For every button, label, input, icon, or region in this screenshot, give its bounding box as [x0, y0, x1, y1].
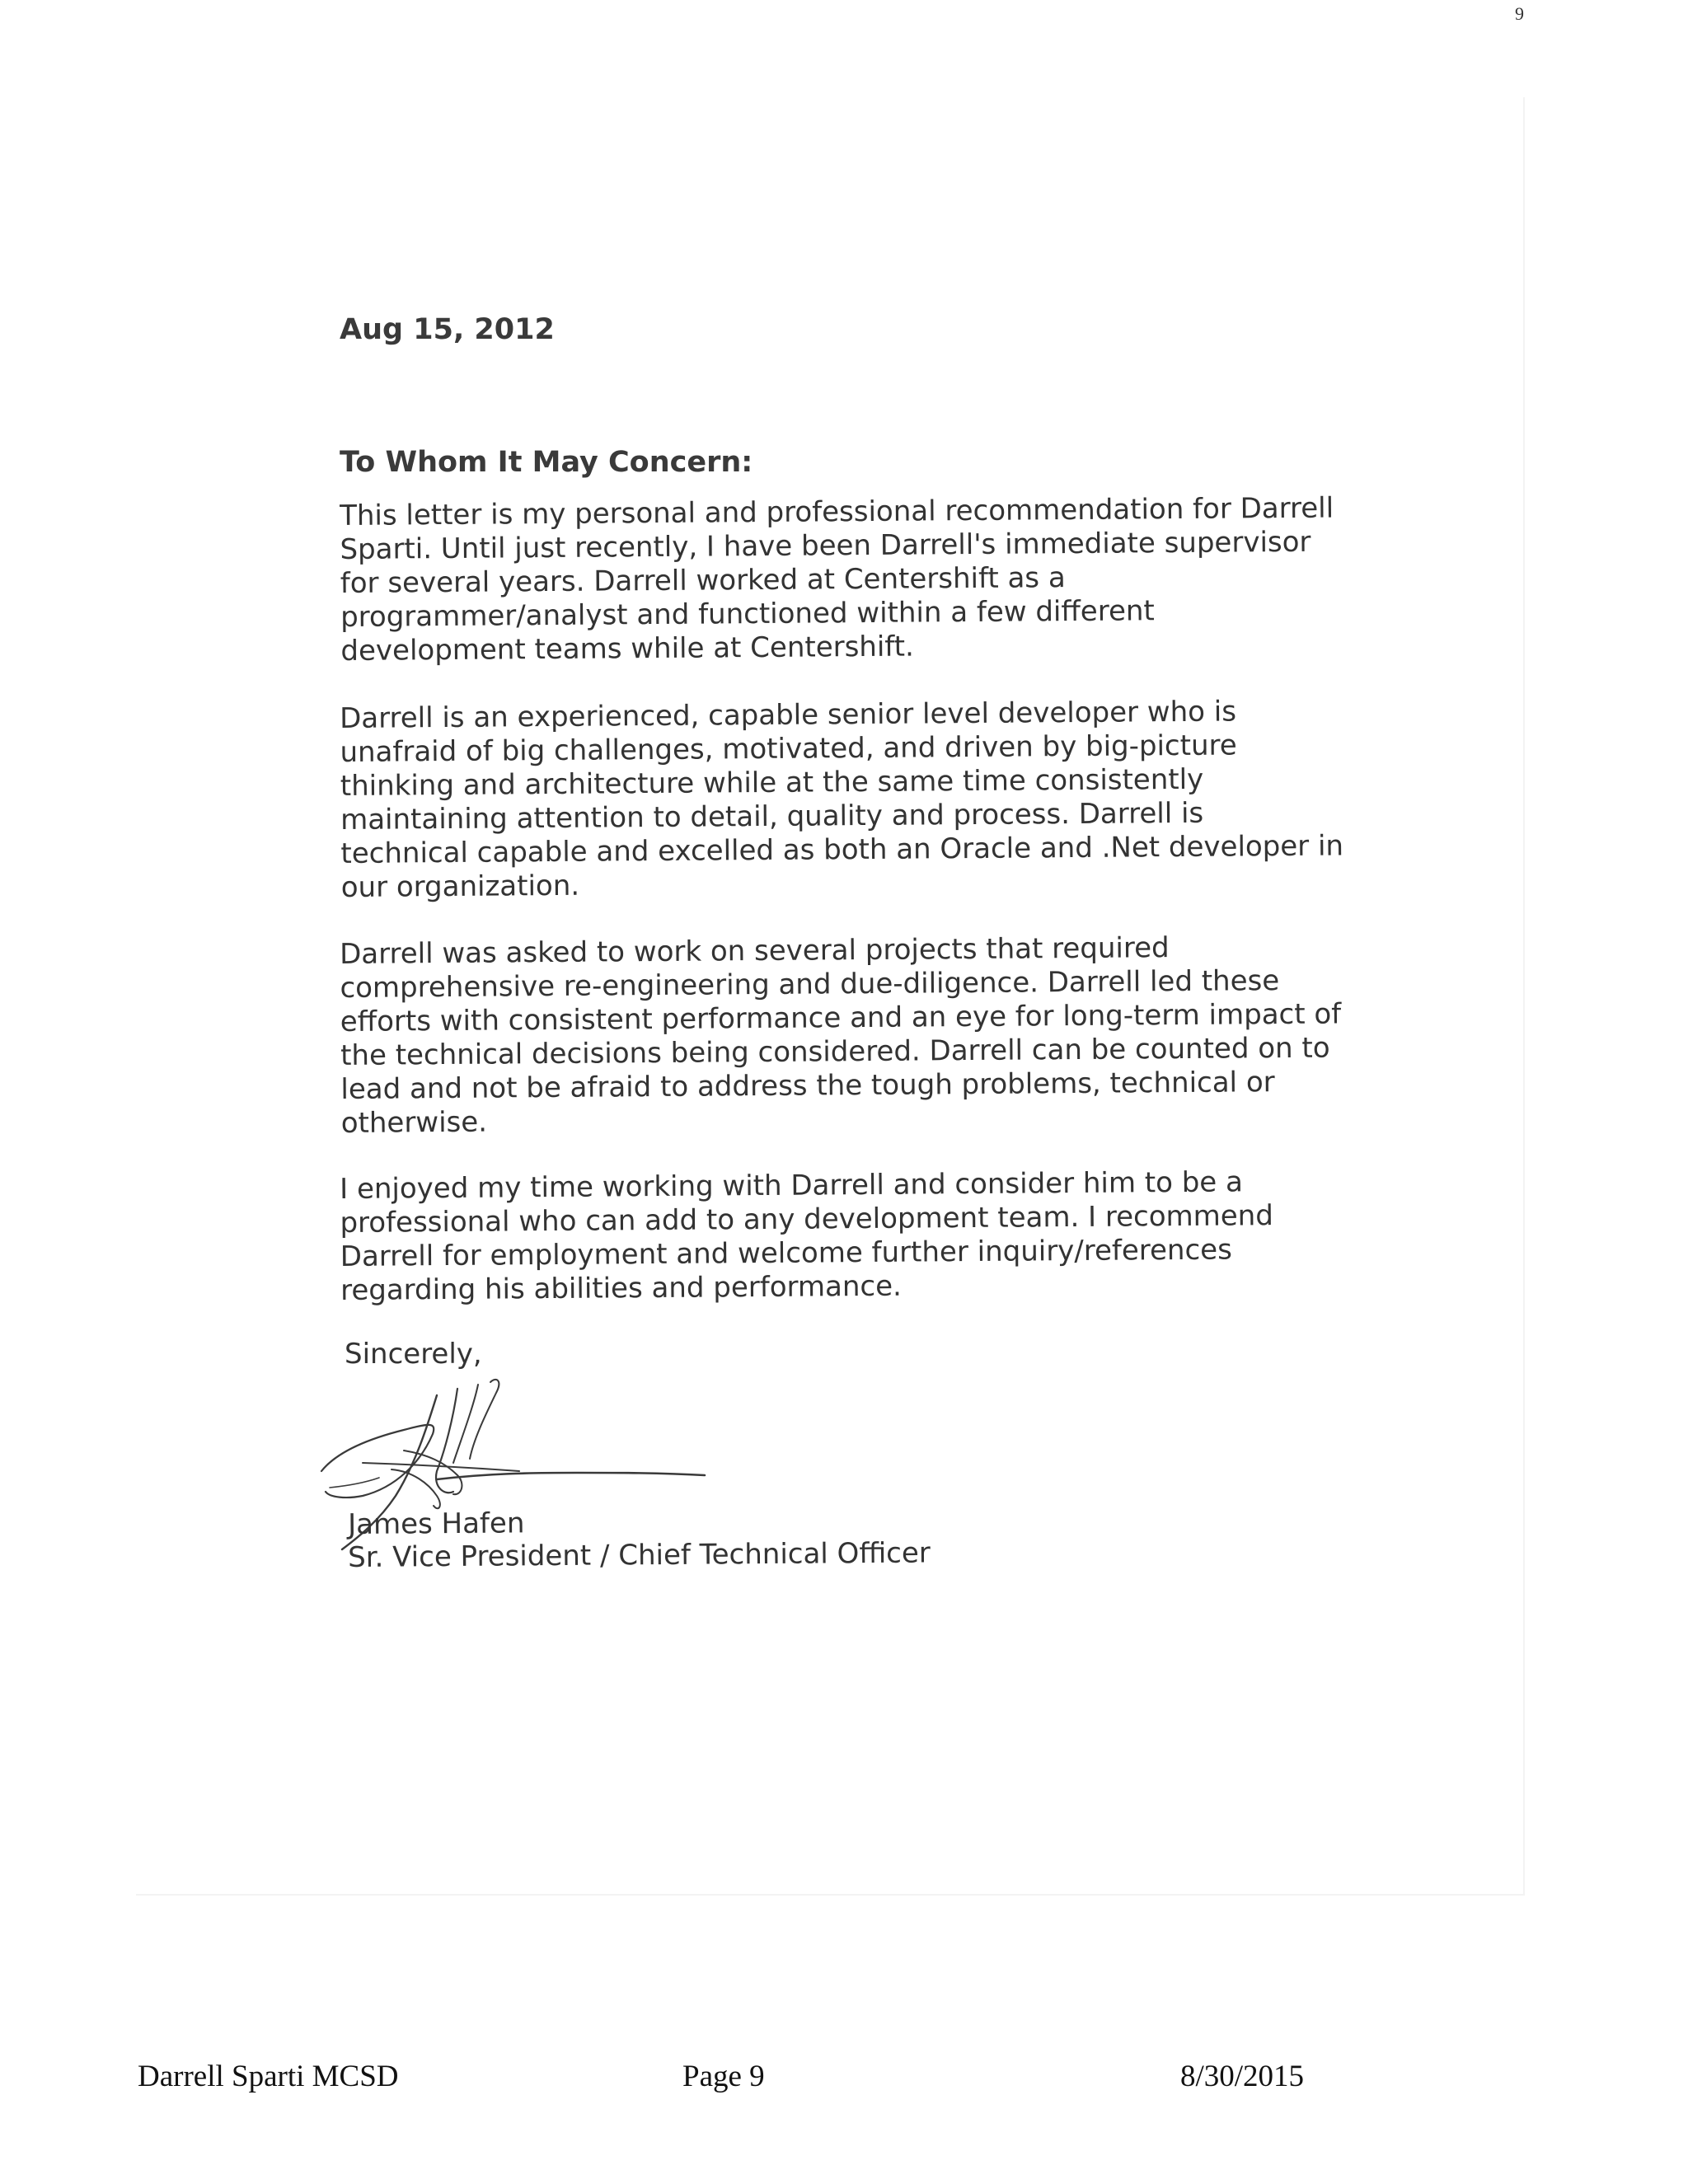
paragraph-line: Darrell for employment and welcome further inquiry/references	[340, 1233, 1233, 1273]
paragraph-line: technical capable and excelled as both an Oracle and .Net developer in	[340, 829, 1344, 870]
paragraph-line: for several years. Darrell worked at Centershift as a	[340, 561, 1066, 600]
letter-paragraph-1	[340, 491, 1372, 668]
paragraph-line: thinking and architecture while at the same time consistently	[340, 762, 1204, 803]
paragraph-line: efforts with consistent performance and an eye for long-term impact of	[340, 997, 1342, 1038]
page-number: 9	[1515, 3, 1524, 24]
paragraph-line: I enjoyed my time working with Darrell and consider him to be a	[340, 1165, 1244, 1206]
signer-title: Sr. Vice President / Chief Technical Officer	[348, 1536, 931, 1574]
paragraph-line: professional who can add to any development team. I recommend	[340, 1199, 1274, 1240]
footer-page: Page 9	[682, 2060, 765, 2093]
letter-date: Aug 15, 2012	[340, 313, 555, 346]
paragraph-line: Sparti. Until just recently, I have been Darrell's immediate supervisor	[340, 525, 1311, 566]
paragraph-line: Darrell was asked to work on several projects that required	[340, 931, 1170, 971]
paragraph-line: programmer/analyst and functioned within a few different	[340, 594, 1155, 634]
letter-salutation: To Whom It May Concern:	[340, 446, 753, 479]
paragraph-line: unafraid of big challenges, motivated, and driven by big-picture	[340, 729, 1237, 769]
paragraph-line: This letter is my personal and professional recommendation for Darrell	[340, 491, 1334, 532]
paragraph-line: lead and not be afraid to address the tough problems, technical or	[340, 1066, 1275, 1106]
signer-name: James Hafen	[348, 1507, 525, 1541]
letter-paragraph-2	[340, 694, 1372, 905]
footer-author: Darrell Sparti MCSD	[138, 2060, 399, 2093]
paragraph-line: regarding his abilities and performance.	[340, 1269, 902, 1307]
footer-date: 8/30/2015	[1180, 2060, 1305, 2093]
paragraph-line: our organization.	[340, 869, 580, 904]
letter-paragraph-4	[340, 1165, 1371, 1308]
paragraph-line: the technical decisions being considered. Darrell can be counted on to	[340, 1031, 1330, 1072]
paragraph-line: comprehensive re-engineering and due-diligence. Darrell led these	[340, 964, 1280, 1005]
letter-paragraph-3	[340, 930, 1372, 1141]
paragraph-line: Darrell is an experienced, capable senior level developer who is	[340, 695, 1237, 735]
paragraph-line: maintaining attention to detail, quality and process. Darrell is	[340, 796, 1204, 837]
letter-closing: Sincerely,	[345, 1338, 482, 1371]
paragraph-line: otherwise.	[340, 1105, 488, 1140]
paragraph-line: development teams while at Centershift.	[340, 630, 915, 668]
